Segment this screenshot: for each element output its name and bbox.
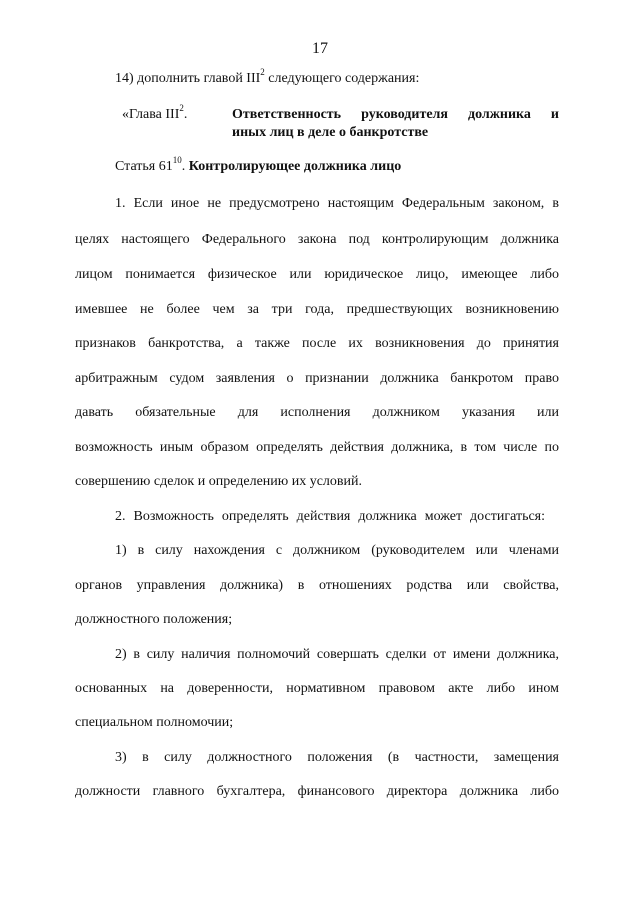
chapter-label-tail: . — [183, 107, 188, 122]
paragraph-line: арбитражным судом заявления о признании должника банкротом право — [75, 371, 559, 386]
paragraph-line: совершению сделок и определению их условий. — [75, 474, 363, 489]
paragraph-line: давать обязательные для исполнения должником указания или — [75, 405, 559, 420]
chapter-label-superscript: 2 — [179, 103, 184, 113]
page-number: 17 — [312, 40, 328, 57]
chapter-label-text: «Глава III — [122, 107, 180, 122]
paragraph-line: 1. Если иное не предусмотрено настоящим Федеральным законом, в — [115, 196, 559, 211]
list-item-line: 1) в силу нахождения с должником (руководителем или членами — [115, 543, 559, 558]
article-superscript: 10 — [172, 155, 182, 165]
amendment-intro-superscript: 2 — [260, 67, 265, 77]
paragraph-line: лицом понимается физическое или юридическое лицо, имеющее либо — [75, 267, 559, 282]
list-item-line: специальном полномочии; — [75, 715, 234, 730]
chapter-title-line-1: Ответственность руководителя должника и — [232, 107, 559, 122]
amendment-intro-tail: следующего содержания: — [264, 71, 420, 86]
amendment-intro-text: 14) дополнить главой III — [115, 71, 261, 86]
article-heading — [115, 155, 565, 176]
paragraph-line: имевшее не более чем за три года, предшествующих возникновению — [75, 302, 559, 317]
paragraph-line: признаков банкротства, а также после их возникновения до принятия — [75, 336, 559, 351]
chapter-title-line-2: иных лиц в деле о банкротстве — [232, 125, 429, 140]
paragraph-line: целях настоящего Федерального закона под контролирующим должника — [75, 232, 559, 247]
amendment-intro — [115, 67, 565, 88]
article-title: Контролирующее должника лицо — [188, 159, 402, 174]
list-item-line: органов управления должника) в отношениях родства или свойства, — [75, 578, 559, 593]
paragraph-line: возможность иным образом определять действия должника, в том числе по — [75, 440, 559, 455]
list-item-line: должностного положения; — [75, 612, 233, 627]
chapter-label — [122, 103, 232, 124]
article-prefix: Статья 61 — [115, 159, 173, 174]
article-dot: . — [181, 159, 186, 174]
paragraph-line: 2. Возможность определять действия должника может достигаться: — [115, 509, 545, 524]
list-item-line: 2) в силу наличия полномочий совершать сделки от имени должника, — [115, 647, 559, 662]
list-item-line: основанных на доверенности, нормативном правовом акте либо ином — [75, 681, 559, 696]
list-item-line: 3) в силу должностного положения (в частности, замещения — [115, 750, 559, 765]
list-item-line: должности главного бухгалтера, финансового директора должника либо — [75, 784, 559, 799]
